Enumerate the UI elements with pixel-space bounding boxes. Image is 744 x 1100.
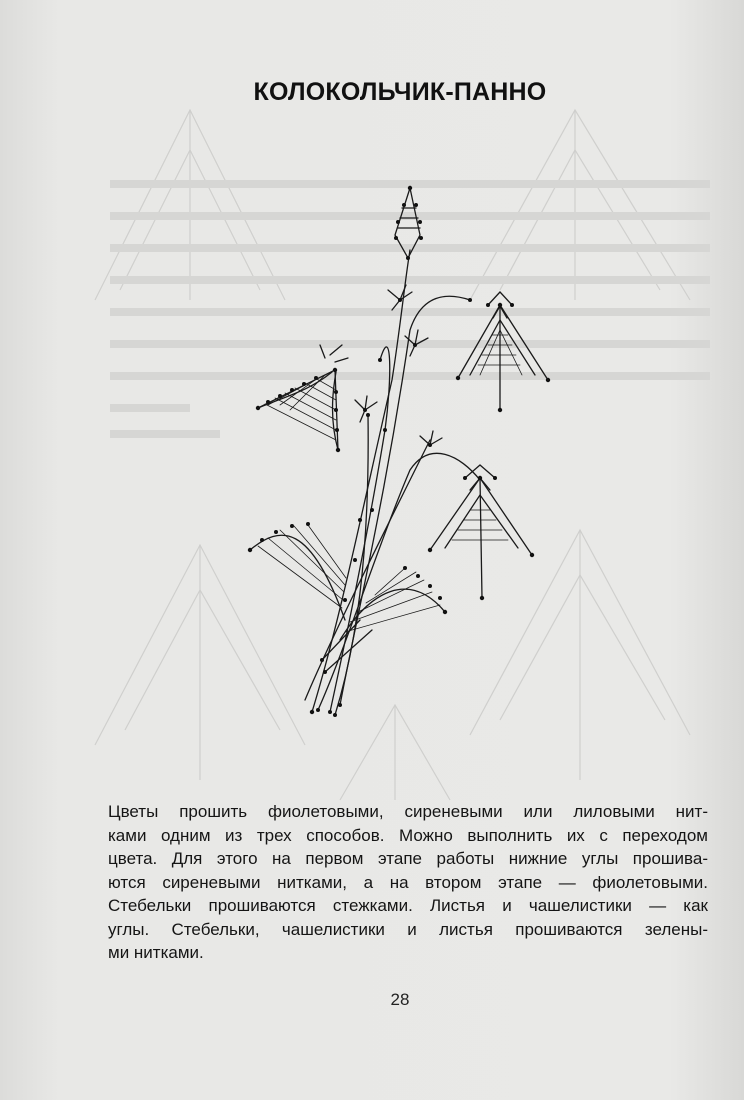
instructions-paragraph [108, 800, 708, 965]
text-line: цвета. Для этого на первом этапе работы нижние углы прошива- [108, 849, 708, 868]
text-line: углы. Стебельки, чашелистики и листья прошиваются зелены- [108, 919, 708, 939]
text-line: ками одним из трех способов. Можно выполнить их с переходом [108, 825, 708, 845]
text-line: Цветы прошить фиолетовыми, сиреневыми или лиловыми нит- [108, 802, 708, 821]
text-line: ются сиреневыми нитками, а на втором этапе — фиолетовыми. [108, 872, 708, 892]
text-line: ми нитками. [108, 943, 204, 962]
page-number: 28 [390, 990, 410, 1009]
text-line: Стебельки прошиваются стежками. Листья и чашелистики — как [108, 896, 708, 915]
page-title: КОЛОКОЛЬЧИК-ПАННО [253, 78, 547, 106]
